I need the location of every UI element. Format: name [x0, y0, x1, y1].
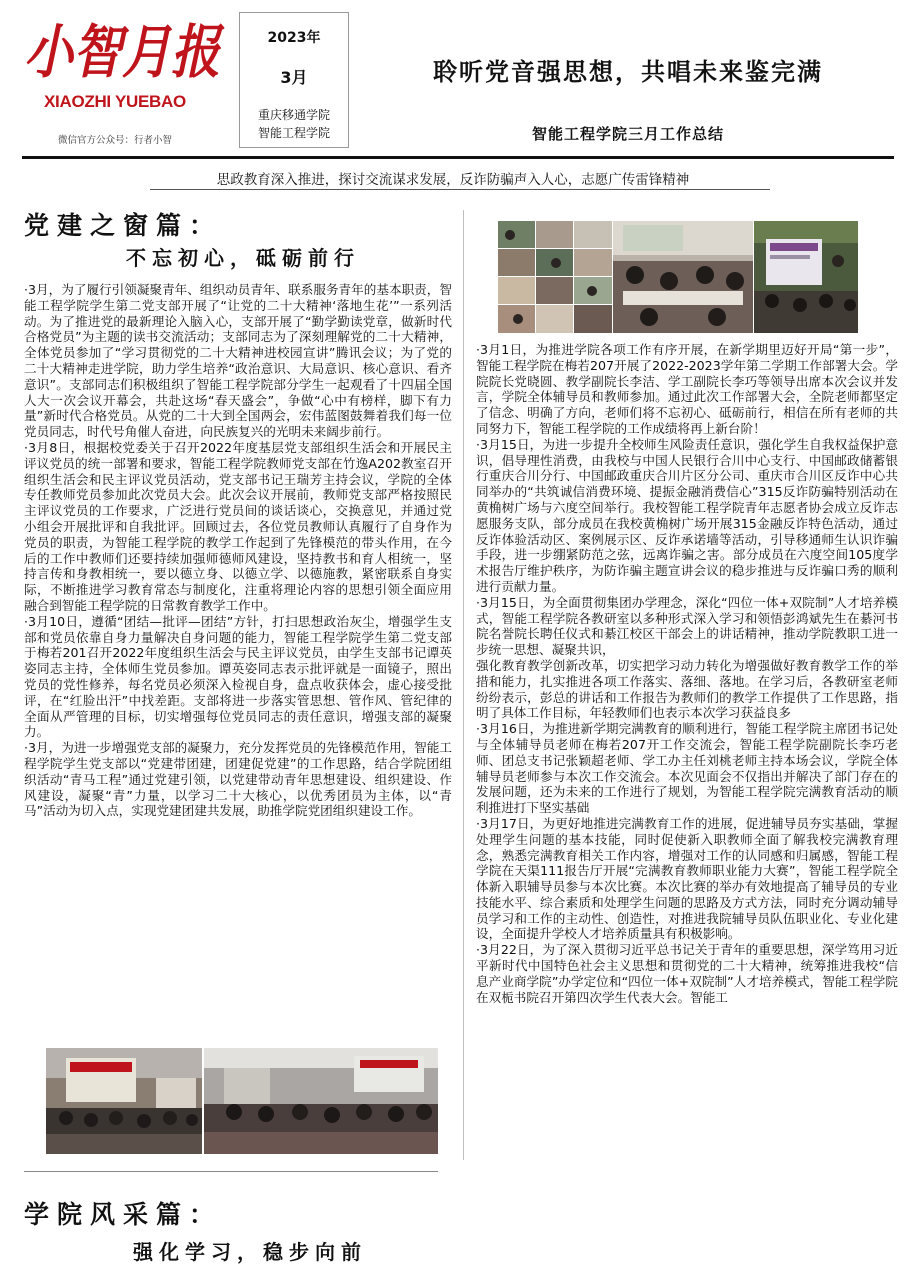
publisher-school: 重庆移通学院 — [257, 108, 330, 122]
logo — [22, 10, 226, 90]
article-paragraph: ·3月22日，为了深入贯彻习近平总书记关于青年的重要思想，深学笃用习近平新时代中国特色社会主义思想和贯彻党的二十大精神，统筹推进我校“信息产业商学院”办学定位和“四位一体+双院制”人才培养模式，智能工程学院在双栀书院召开第四次学生代表大会。智能工 — [476, 942, 898, 1005]
photo-collage-meeting-grid — [498, 221, 612, 333]
article-paragraph: ·3月15日，为全面贯彻集团办学理念，深化“四位一体+双院制”人才培养模式，智能工程学院各教研室以多种形式深入学习和领悟彭鸿斌先生在綦河书院名誉院长聘任仪式和綦江校区干部会上的讲话精神，推动学院教职工进一步统一思想、凝聚共识， — [476, 594, 898, 658]
logo-english: XIAOZHI YUEBAO — [44, 92, 186, 111]
article-paragraph: 强化教育教学创新改革，切实把学习动力转化为增强做好教育教学工作的举措和能力，扎实推进各项工作落实、落细、落地。在学习后，各教研室老师纷纷表示，彭总的讲话和工作报告为教师们的教学工作提供了工作思路，指明了具体工作目标，年轻教师们也表示本次学习获益良多 — [476, 657, 898, 721]
logo-mark — [22, 10, 226, 90]
right-column — [476, 342, 898, 1005]
issue-month: 3月 — [280, 68, 308, 87]
tagline: 思政教育深入推进，探讨交流谋求发展，反诈防骗声入人心，志愿广传雷锋精神 — [216, 172, 690, 188]
section-subtitle-college: 强化学习，稳步向前 — [133, 1240, 367, 1264]
photo-staff-meeting — [613, 221, 753, 333]
masthead-divider — [22, 156, 894, 159]
article-paragraph: ·3月10日，遵循“团结—批评—团结”方针，打扫思想政治灰尘，增强学生支部和党员依靠自身力量解决自身问题的能力，智能工程学院学生第二党支部于梅若201召开2022年度组织生活会与民主评议党员，由学生支部书记谭英姿同志主持，全体师生党员参加。谭英姿同志表示批评就是一面镜子，照出党员的党性修养，每名党员必须深入检视自身，盘点收获体会，虚心接受批评，在“红脸出汗”中找差距。支部将进一步落实管思想、管作风、管纪律的全面从严管理的目标，切实增强每位党员同志的责任意识，增强支部的凝聚力。 — [24, 613, 452, 740]
date-box — [239, 12, 349, 148]
masthead — [0, 0, 906, 160]
headline: 聆听党音强思想，共唱未来鉴完满 — [433, 57, 823, 86]
article-paragraph: ·3月15日，为进一步提升全校师生风险责任意识，强化学生自我权益保护意识，倡导理性消费，由我校与中国人民银行合川中心支行、中国邮政储蓄银行重庆合川分行、中国邮政重庆合川片区分公司、重庆市合川区反诈中心共同举办的“共筑诚信消费环境、提振金融消费信心”315反诈防骗特别活动在黄桷树广场与六度空间举行。我校智能工程学院青年志愿者协会成立反诈志愿服务支队，部分成员在我校黄桷树广场开展315金融反诈特色活动，通过反诈体验活动区、案例展示区、反诈承诺墙等活动，引导移通师生认识诈骗手段，进一步绷紧防范之弦，远离诈骗之害。部分成员在六度空间105度学术报告厅维护秩序，为防诈骗主题宣讲会议的稳步推进与反诈骗口秀的顺利进行贡献力量。 — [476, 436, 898, 594]
column-divider — [463, 210, 464, 1160]
section-title-party: 党建之窗篇： — [24, 211, 223, 240]
article-paragraph: ·3月1日，为推进学院各项工作有序开展，在新学期里迈好开局“第一步”，智能工程学院在梅若207开展了2022-2023学年第二学期工作部署大会。学院院长党晓圆、教学副院长李洁、学工副院长李巧等领导出席本次会议并发言，学院全体辅导员和教师参加。通过此次工作部署大会，全院老师都坚定了信念、明确了方向，老师们将不忘初心、砥砺前行，相信在所有老师的共同努力下，智能工程学院的工作成绩将再上新台阶！ — [476, 342, 898, 436]
section-divider — [24, 1171, 438, 1172]
section-title-college: 学院风采篇： — [24, 1200, 223, 1229]
article-paragraph: ·3月，为进一步增强党支部的凝聚力，充分发挥党员的先锋模范作用，智能工程学院学生党支部以“党建带团建，团建促党建”的工作思路，结合学院团组织活动“青马工程”通过党建引领，以党建带动青年思想建设、组织建设、作风建设，凝聚“青”力量，以学习二十大核心，以优秀团员为主体，以“青马”活动为切入点，实现党建团建共发展，助推学院党团组织建设工作。 — [24, 740, 452, 819]
issue-year: 2023年 — [267, 30, 321, 46]
subheadline: 智能工程学院三月工作总结 — [531, 125, 724, 143]
article-paragraph: ·3月17日，为更好地推进完满教育工作的进展，促进辅导员夯实基础，掌握处理学生问题的基本技能，同时促使新入职教师全面了解我校完满教育理念，熟悉完满教育相关工作内容，增强对工作的认同感和归属感，智能工程学院在天渠111报告厅开展“完满教育教师职业能力大赛”，智能工程学院全体新入职辅导员参与本次比赛。本次比赛的举办有效地提高了辅导员的专业技能水平、综合素质和处理学生问题的思路及方式方法，同时充分调动辅导员学习和工作的主动性、创造性，对推进我院辅导员队伍职业化、专业化建设，全面提升学校人才培养质量具有积极影响。 — [476, 815, 898, 942]
publisher — [240, 106, 348, 142]
photo-party-meeting-screen — [46, 1048, 202, 1154]
wechat-account: 微信官方公众号：行者小智 — [58, 135, 173, 146]
tagline-underline — [150, 189, 770, 190]
photo-presentation — [754, 221, 858, 333]
left-column — [24, 282, 452, 819]
article-paragraph: ·3月16日，为推进新学期完满教育的顺利进行，智能工程学院主席团书记处与全体辅导员老师在梅若207开工作交流会，智能工程学院副院长李巧老师、团总支书记张颖超老师、学工办主任刘桃老师主持本场会议，学院全体辅导员老师参与本次工作交流会。本次见面会不仅指出并解决了部门存在的发展问题，还为未来的工作进行了规划，为智能工程学院完满教育活动的顺利推进打下坚实基础 — [476, 721, 898, 816]
section-subtitle-party: 不忘初心，砥砺前行 — [126, 246, 360, 270]
article-paragraph: ·3月，为了履行引领凝聚青年、组织动员青年、联系服务青年的基本职责，智能工程学院学生第二党支部开展了“让党的二十大精神‘落地生花’”一系列活动。为了推进党的最新理论入脑入心，支部开展了“勤学勤读党章，做新时代合格党员”为主题的读书交流活动；支部同志为了深刻理解党的二十大精神，全体党员参加了“学习贯彻党的二十大精神进校园宣讲”腾讯会议；为了党的二十大精神走进学院，助力学生培养“政治意识、大局意识、核心意识、看齐意识”。支部同志们积极组织了智能工程学院部分学生一起观看了十四届全国人大一次会议开幕会，共赴这场“春天盛会”，争做“心中有榜样，脚下有力量”新时代合格党员。从党的二十大到全国两会，宏伟蓝图鼓舞着我们每一位党员同志，时代号角催人奋进，向民族复兴的光明未来阔步前行。 — [24, 282, 452, 440]
article-paragraph: ·3月8日，根据校党委关于召开2022年度基层党支部组织生活会和开展民主评议党员的统一部署和要求，智能工程学院教师党支部在竹逸A202教室召开组织生活会和民主评议党员活动，党支部书记王瑞芳主持会议，学院的全体专任教师党员参加此次党员大会。此次会议开展前，教师党支部严格按照民主评议党员的工作要求，广泛进行党员间的谈话谈心，交换意见，并通过党小组会开展批评和自我批评。回顾过去，各位党员教师认真履行了自身作为党员的职责，为智能工程学院的教学工作起到了先锋模范的带头作用，在今后的工作中教师们还要持续加强师德师风建设，坚持教书和育人相统一，坚持言传和身教相统一，要以德立身、以德立学、以德施教，紧密联系自身实际，不断推进学习教育常态与制度化，注重将理论内容的思想引领全面应用融合到智能工程学院的日常教育教学工作中。 — [24, 439, 452, 613]
publisher-college: 智能工程学院 — [257, 126, 330, 140]
photo-party-meeting-hall — [204, 1048, 438, 1154]
logo-text: 小智月报 — [24, 18, 226, 86]
